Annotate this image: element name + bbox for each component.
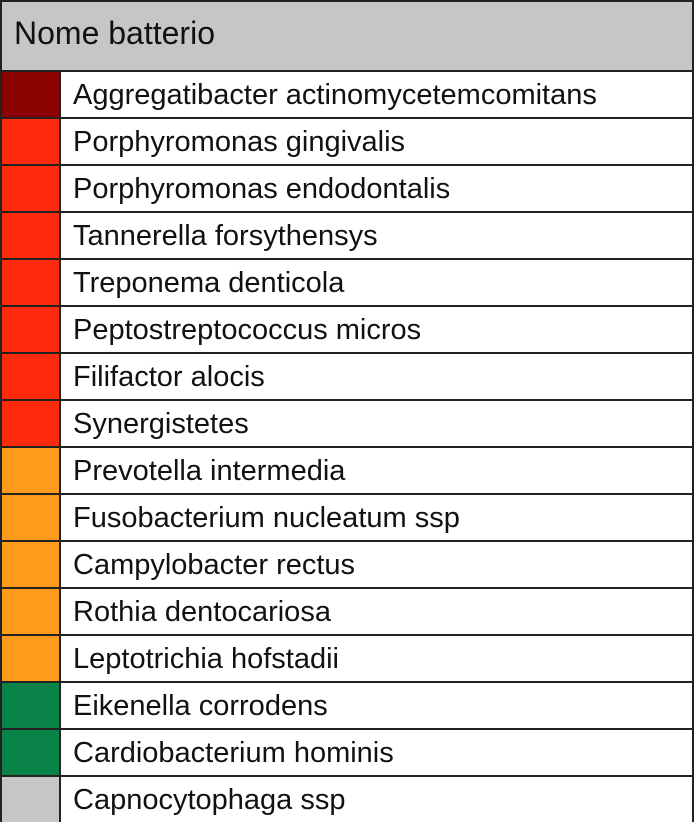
risk-color-swatch [0, 542, 61, 587]
bacterium-name: Porphyromonas gingivalis [73, 126, 406, 158]
bacterium-name: Leptotrichia hofstadii [73, 643, 339, 675]
table-row [0, 352, 694, 399]
table-row [0, 211, 694, 258]
bacterium-name-cell [61, 448, 694, 493]
bacterium-name-cell [61, 495, 694, 540]
risk-color-swatch [0, 401, 61, 446]
bacterium-name-cell [61, 260, 694, 305]
bacterium-name-cell [61, 542, 694, 587]
table-row [0, 728, 694, 775]
bacterium-name: Prevotella intermedia [73, 455, 346, 487]
bacterium-name: Cardiobacterium hominis [73, 737, 394, 769]
table-row [0, 446, 694, 493]
column-header-bacterium-name: Nome batterio [14, 15, 215, 51]
bacterium-name: Peptostreptococcus micros [73, 314, 422, 346]
table-row [0, 681, 694, 728]
table-body [0, 70, 694, 822]
table-row [0, 399, 694, 446]
bacterium-name-cell [61, 636, 694, 681]
table-row [0, 305, 694, 352]
risk-color-swatch [0, 448, 61, 493]
table-row [0, 587, 694, 634]
risk-color-swatch [0, 354, 61, 399]
bacterium-name-cell [61, 589, 694, 634]
bacterium-name: Fusobacterium nucleatum ssp [73, 502, 460, 534]
table-row [0, 540, 694, 587]
risk-color-swatch [0, 777, 61, 822]
bacterium-name-cell [61, 119, 694, 164]
risk-color-swatch [0, 213, 61, 258]
risk-color-swatch [0, 307, 61, 352]
risk-color-swatch [0, 260, 61, 305]
table-row [0, 117, 694, 164]
table-row [0, 493, 694, 540]
bacterium-name-cell [61, 401, 694, 446]
bacterium-name: Porphyromonas endodontalis [73, 173, 451, 205]
risk-color-swatch [0, 166, 61, 211]
bacterium-name: Rothia dentocariosa [73, 596, 331, 628]
risk-color-swatch [0, 72, 61, 117]
bacterium-name: Synergistetes [73, 408, 249, 440]
table-row [0, 634, 694, 681]
bacterium-name: Aggregatibacter actinomycetemcomitans [73, 79, 597, 111]
bacterium-name-cell [61, 307, 694, 352]
table-row [0, 258, 694, 305]
bacterium-name-cell [61, 730, 694, 775]
bacterium-name-cell [61, 683, 694, 728]
risk-color-swatch [0, 730, 61, 775]
table-header [0, 0, 694, 70]
bacterium-name: Eikenella corrodens [73, 690, 328, 722]
bacterium-name-cell [61, 777, 694, 822]
bacterium-name-cell [61, 166, 694, 211]
bacterium-name: Campylobacter rectus [73, 549, 356, 581]
risk-color-swatch [0, 495, 61, 540]
table-row [0, 70, 694, 117]
risk-color-swatch [0, 636, 61, 681]
bacterium-name: Filifactor alocis [73, 361, 265, 393]
bacterium-name: Treponema denticola [73, 267, 345, 299]
bacterium-name-cell [61, 354, 694, 399]
table-row [0, 164, 694, 211]
table-row [0, 775, 694, 822]
bacterium-name-cell [61, 72, 694, 117]
risk-color-swatch [0, 683, 61, 728]
risk-color-swatch [0, 119, 61, 164]
bacterium-name: Tannerella forsythensys [73, 220, 378, 252]
bacterium-name: Capnocytophaga ssp [73, 784, 346, 816]
risk-color-swatch [0, 589, 61, 634]
bacterium-name-cell [61, 213, 694, 258]
